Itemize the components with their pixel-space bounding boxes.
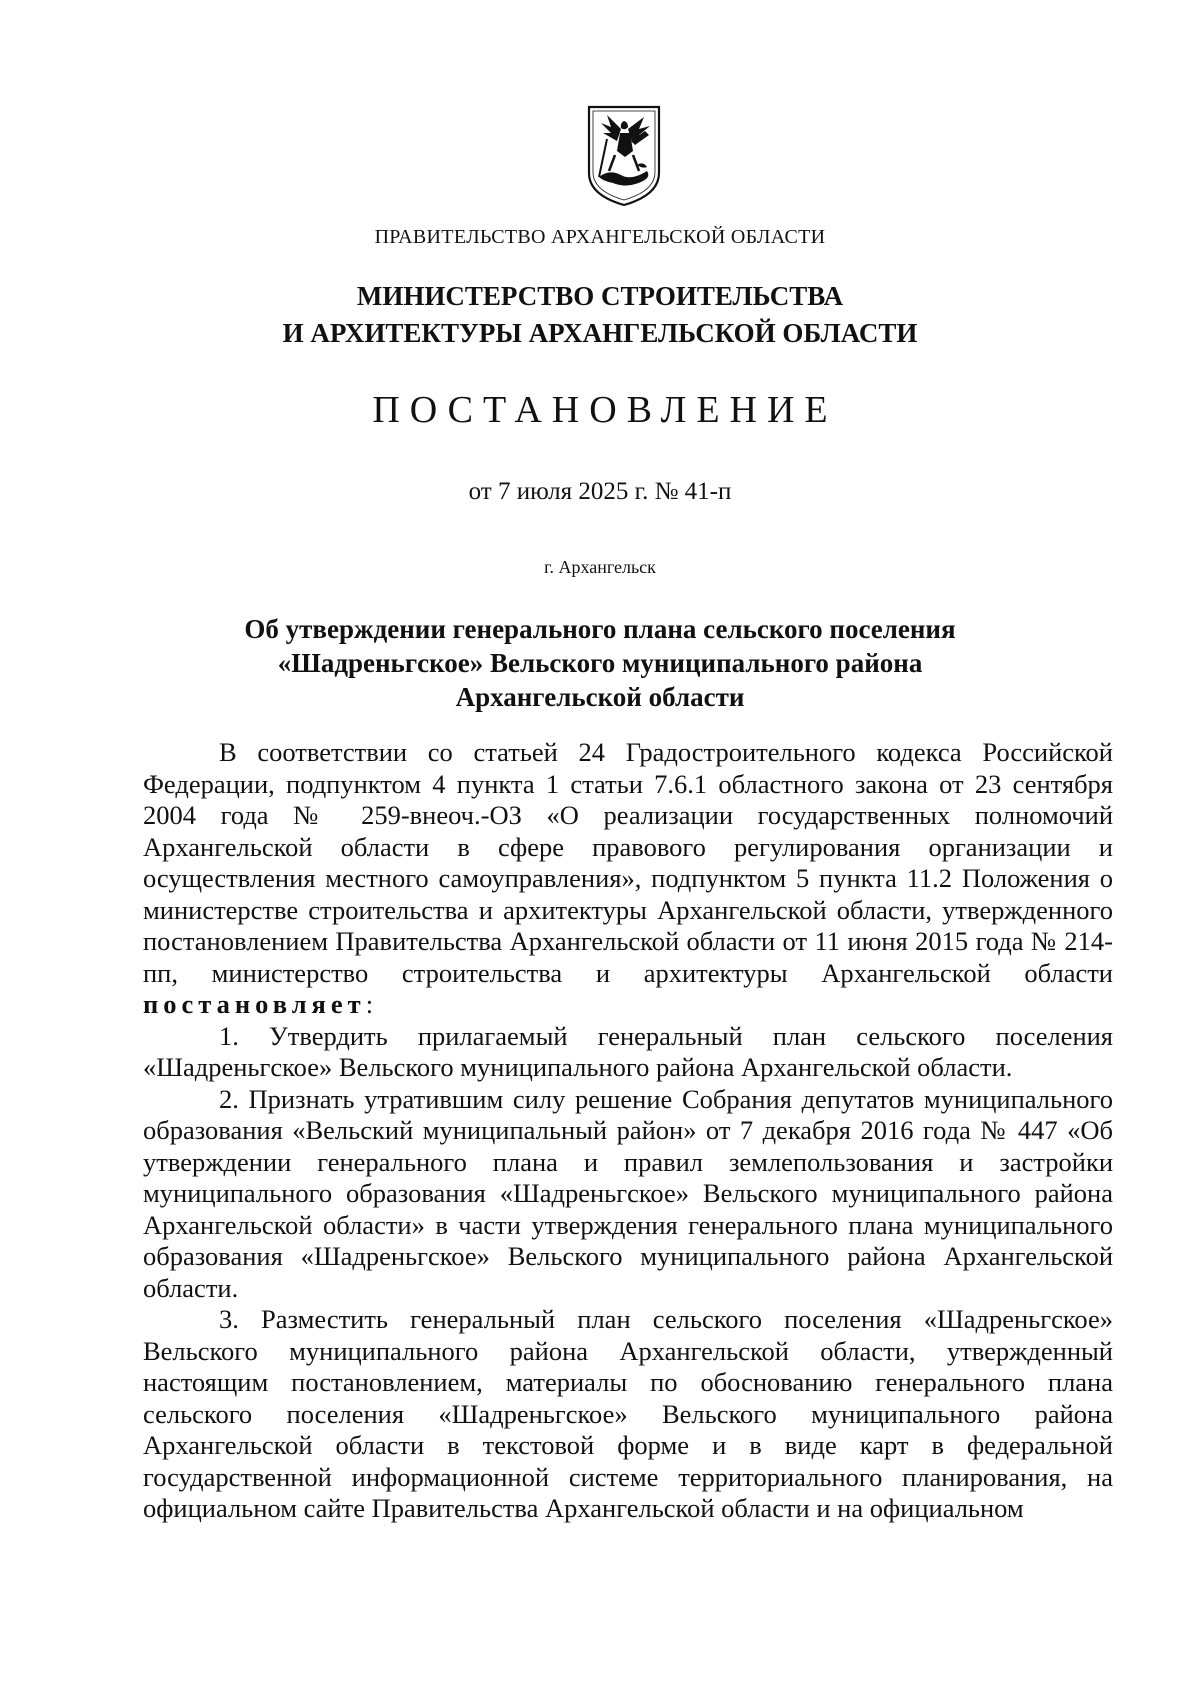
ministry-name-line2: И АРХИТЕКТУРЫ АРХАНГЕЛЬСКОЙ ОБЛАСТИ [282, 318, 918, 348]
arkhangelsk-coat-of-arms-icon [585, 103, 663, 207]
document-type: ПОСТАНОВЛЕНИЕ [372, 389, 838, 431]
government-name: ПРАВИТЕЛЬСТВО АРХАНГЕЛЬСКОЙ ОБЛАСТИ [374, 226, 826, 248]
preamble-paragraph [143, 737, 1113, 1021]
ministry-name [0, 278, 1200, 352]
document-title-line3: Архангельской области [455, 682, 745, 712]
document-title [0, 612, 1200, 714]
item-3-paragraph: 3. Разместить генеральный план сельского поселения «Шадреньгское» Вельского муниципального района Архангельской области, утвержденный настоящим постановлением, материалы по обоснованию генерального плана сельского поселения «Шадреньгское» Вельского муниципального района Архангельской области в текстовой форме и в виде карт в федеральной государственной информационной системе территориального планирования, на официальном сайте Правительства Архангельской области и на официальном [143, 1304, 1113, 1523]
document-title-line1: Об утверждении генерального плана сельского поселения [244, 614, 956, 644]
decrees-colon: : [365, 989, 374, 1019]
decrees-word: постановляет [143, 989, 366, 1019]
ministry-name-line1: МИНИСТЕРСТВО СТРОИТЕЛЬСТВА [356, 281, 844, 311]
document-city: г. Архангельск [544, 557, 656, 577]
document-body [143, 737, 1113, 1525]
document-date-number: от 7 июля 2025 г. № 41-п [468, 478, 732, 505]
item-1-paragraph: 1. Утвердить прилагаемый генеральный план сельского поселения «Шадреньгское» Вельского муниципального района Архангельской области. [143, 1020, 1113, 1082]
item-2-paragraph: 2. Признать утратившим силу решение Собрания депутатов муниципального образования «Вельский муниципальный район» от 7 декабря 2016 года № 447 «Об утверждении генерального плана и правил землепользования и застройки муниципального образования «Шадреньгское» Вельского муниципального района Архангельской области» в части утверждения генерального плана муниципального образования «Шадреньгское» Вельского муниципального района Архангельской области. [143, 1083, 1113, 1303]
document-title-line2: «Шадреньгское» Вельского муниципального района [277, 648, 923, 678]
preamble-text: В соответствии со статьей 24 Градостроительного кодекса Российской Федерации, подпунктом 4 пункта 1 статьи 7.6.1 областного закона от 23 сентября 2004 года № 259-внеоч.-ОЗ «О реализации государственных полномочий Архангельской области в сфере правового регулирования организации и осуществления местного самоуправления», подпунктом 5 пункта 11.2 Положения о министерстве строительства и архитектуры Архангельской области, утвержденного постановлением Правительства Архангельской области от 11 июня 2015 года № 214-пп, министерство строительства и архитектуры Архангельской области [143, 737, 1113, 988]
